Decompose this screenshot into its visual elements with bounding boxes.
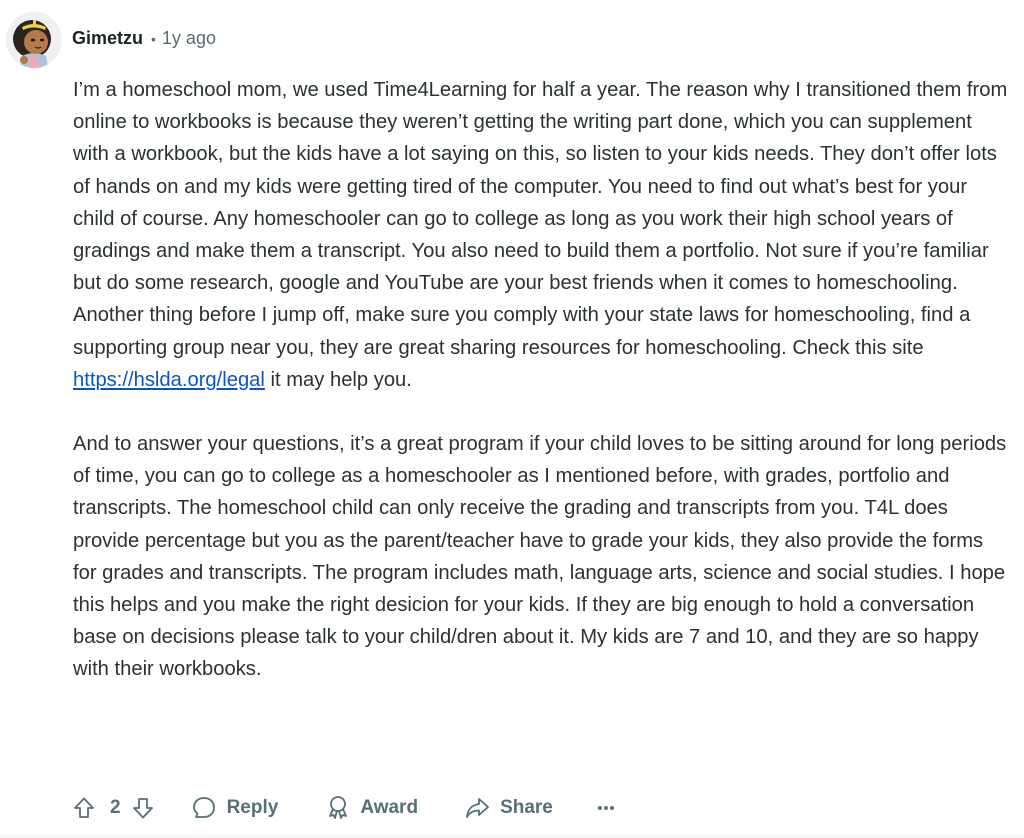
speech-bubble-icon <box>191 795 217 821</box>
ellipsis-icon <box>597 805 615 811</box>
arrow-up-icon <box>72 796 96 820</box>
paragraph-text: I’m a homeschool mom, we used Time4Learning for half a year. The reason why I transitioned them from online to workbooks is because they weren’t getting the writing part done, which you can supplement with a workbook, but the kids have a lot saying on this, so listen to your kids needs. They don’t offer lots of hands on and my kids were getting tired of the computer. You need to find out what’s best for your child of course. Any homeschooler can go to college as long as you work their high school years of gradings and make them a transcript. You also need to build them a portfolio. Not sure if you’re familiar but do some research, google and YouTube are your best friends when it comes to homeschooling. Another thing before I jump off, make sure you comply with your state laws for homeschooling, find a supporting group near you, they are great sharing resources for homeschooling. Check this site <box>73 79 1008 359</box>
share-arrow-icon <box>464 796 490 820</box>
arrow-down-icon <box>131 796 155 820</box>
paragraph-text: it may help you. <box>264 368 412 391</box>
comment-paragraph <box>73 74 1008 396</box>
author-name[interactable]: Gimetzu <box>72 28 144 48</box>
downvote-button[interactable] <box>131 796 155 820</box>
hslda-link[interactable]: https://hslda.org/legal <box>73 368 265 391</box>
meta-separator: • <box>151 30 156 47</box>
award-label: Award <box>360 797 419 818</box>
comment-paragraph: And to answer your questions, it’s a great program if your child loves to be sitting around for long periods of time, you can go to college as a homeschooler as I mentioned before, with grades, portfolio and transcripts. The homeschool child can only receive the grading and transcripts from you. T4L does provide percentage but you as the parent/teacher have to grade your kids, they also provide the forms for grades and transcripts. The program includes math, language arts, science and social studies. I hope this helps and you make the right desicion for your kids. If they are big enough to hold a conversation base on decisions please talk to your child/dren about it. My kids are 7 and 10, and they are so happy with their workbooks. <box>73 433 1007 681</box>
upvote-button[interactable] <box>72 796 96 820</box>
user-avatar-icon <box>6 12 62 68</box>
comment-body <box>73 74 1008 686</box>
vote-group <box>72 796 155 820</box>
comment-actions <box>72 790 615 826</box>
reply-button[interactable] <box>191 795 279 821</box>
award-button[interactable] <box>326 795 418 821</box>
award-ribbon-icon <box>326 795 350 821</box>
comment-meta <box>72 28 216 49</box>
timestamp: 1y ago <box>161 28 216 48</box>
more-options-button[interactable] <box>597 805 615 811</box>
bottom-divider <box>0 834 1024 838</box>
vote-count: 2 <box>110 797 121 818</box>
avatar[interactable] <box>6 12 62 68</box>
reply-label: Reply <box>226 797 279 818</box>
comment-header <box>6 12 216 68</box>
share-button[interactable] <box>464 796 553 820</box>
share-label: Share <box>500 797 553 818</box>
